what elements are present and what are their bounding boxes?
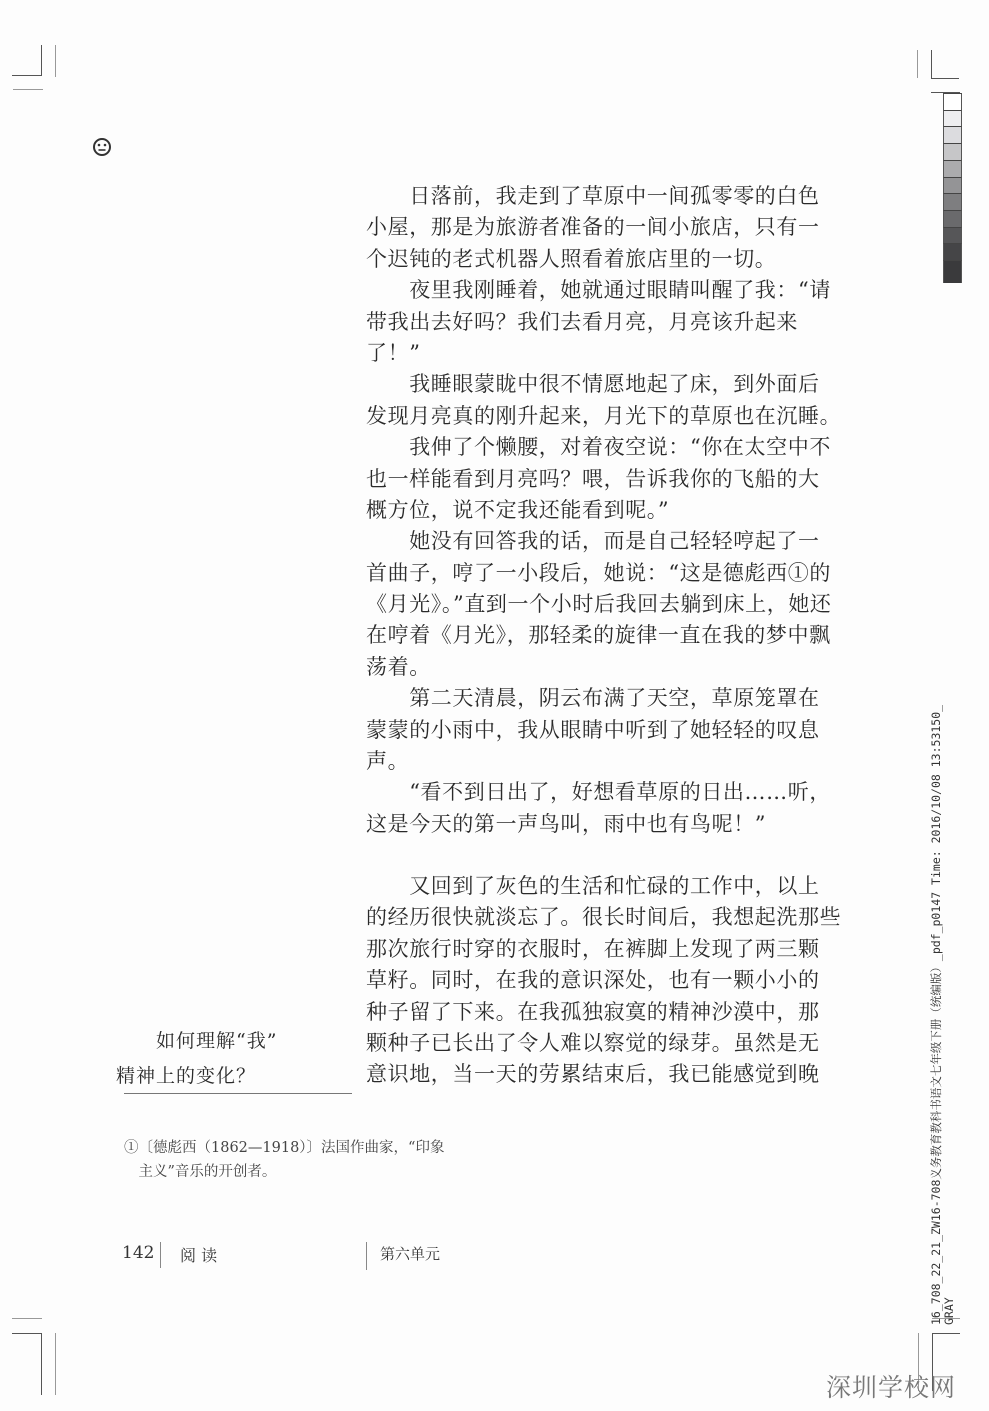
gray-swatch	[943, 193, 962, 211]
text-line: 夜里我刚睡着，她就通过眼睛叫醒了我：“请	[366, 278, 831, 303]
print-info-gray: GRAY	[942, 1297, 956, 1325]
footer-divider	[160, 1242, 161, 1268]
text-line: 我伸了个懒腰，对着夜空说：“你在太空中不	[366, 435, 831, 460]
text-line: 日落前，我走到了草原中一间孤零零的白色	[366, 184, 820, 208]
watermark: 深圳学校网	[826, 1373, 957, 1402]
text-line: 《月光》。”直到一个小时后我回去躺到床上，她还	[366, 592, 832, 617]
side-question-line: 如何理解“我”	[116, 1030, 278, 1052]
text-line: 蒙蒙的小雨中，我从眼睛中听到了她轻轻的叹息	[366, 717, 820, 742]
text-line: 荡着。	[366, 654, 431, 679]
gray-swatch	[943, 260, 962, 283]
body-text-part2	[366, 871, 842, 1091]
body-text-part1	[366, 181, 842, 840]
text-line: 也一样能看到月亮吗？喂，告诉我你的飞船的大	[366, 466, 820, 491]
gray-swatch	[943, 126, 962, 144]
text-line: 声。	[366, 749, 410, 774]
text-line: 的经历很快就淡忘了。很长时间后，我想起洗那些	[366, 905, 842, 930]
text-line: 带我出去好吗？我们去看月亮，月亮该升起来	[366, 309, 798, 334]
text-line: 在哼着《月光》，那轻柔的旋律一直在我的梦中飘	[366, 623, 831, 648]
page-number: 142	[122, 1243, 155, 1263]
text-line: 了！”	[366, 340, 421, 365]
text-line: 我睡眼蒙眬中很不情愿地起了床，到外面后	[366, 372, 820, 397]
gray-swatch	[943, 160, 962, 178]
text-line: 这是今天的第一声鸟叫，雨中也有鸟呢！”	[366, 811, 767, 836]
side-question-line: 精神上的变化？	[116, 1065, 257, 1087]
text-line: 概方位，说不定我还能看到呢。”	[366, 497, 670, 522]
gray-swatch	[943, 143, 962, 161]
footnote-line: 主义”音乐的开创者。	[124, 1164, 277, 1180]
footer-divider	[366, 1242, 367, 1270]
print-info-line: 16_708_22_21_ZW16-708义务教育教科书语文七年级下册（统编版）_pdf_p0147 Time: 2016/10/08 13:53150_	[929, 704, 943, 1325]
text-line: 小屋，那是为旅游者准备的一间小旅店，只有一	[366, 215, 820, 240]
gray-swatch	[943, 110, 962, 128]
gray-swatch	[943, 243, 962, 261]
text-line: 种子留了下来。在我孤独寂寞的精神沙漠中，那	[366, 999, 820, 1024]
text-line: 个迟钝的老式机器人照看着旅店里的一切。	[366, 246, 777, 271]
text-line: “看不到日出了，好想看草原的日出……听，	[366, 780, 831, 805]
text-line: 那次旅行时穿的衣服时，在裤脚上发现了两三颗	[366, 936, 820, 961]
text-line: 草籽。同时，在我的意识深处，也有一颗小小的	[366, 968, 820, 993]
text-line: 发现月亮真的刚升起来，月光下的草原也在沉睡。	[366, 403, 842, 428]
text-line: 她没有回答我的话，而是自己轻轻哼起了一	[366, 529, 820, 554]
text-line: 颗种子已长出了令人难以察觉的绿芽。虽然是无	[366, 1030, 820, 1055]
footer-section: 阅 读	[180, 1246, 218, 1265]
print-info	[930, 705, 956, 1325]
gray-swatch	[943, 177, 962, 195]
footnote-line: ①〔德彪西（1862—1918）〕法国作曲家，“印象	[124, 1140, 445, 1156]
footnote	[124, 1136, 444, 1184]
smiley-icon	[92, 137, 112, 157]
footnote-divider	[124, 1093, 352, 1094]
text-line: 第二天清晨，阴云布满了天空，草原笼罩在	[366, 686, 820, 711]
gray-swatch	[943, 210, 962, 228]
footer-unit: 第六单元	[380, 1245, 441, 1263]
gray-swatch	[943, 227, 962, 245]
text-line: 首曲子，哼了一小段后，她说：“这是德彪西①的	[366, 560, 831, 585]
gray-swatch	[943, 93, 962, 111]
text-line: 意识地，当一天的劳累结束后，我已能感觉到晚	[366, 1062, 820, 1087]
text-line: 又回到了灰色的生活和忙碌的工作中，以上	[366, 874, 820, 898]
side-question	[116, 1024, 277, 1094]
